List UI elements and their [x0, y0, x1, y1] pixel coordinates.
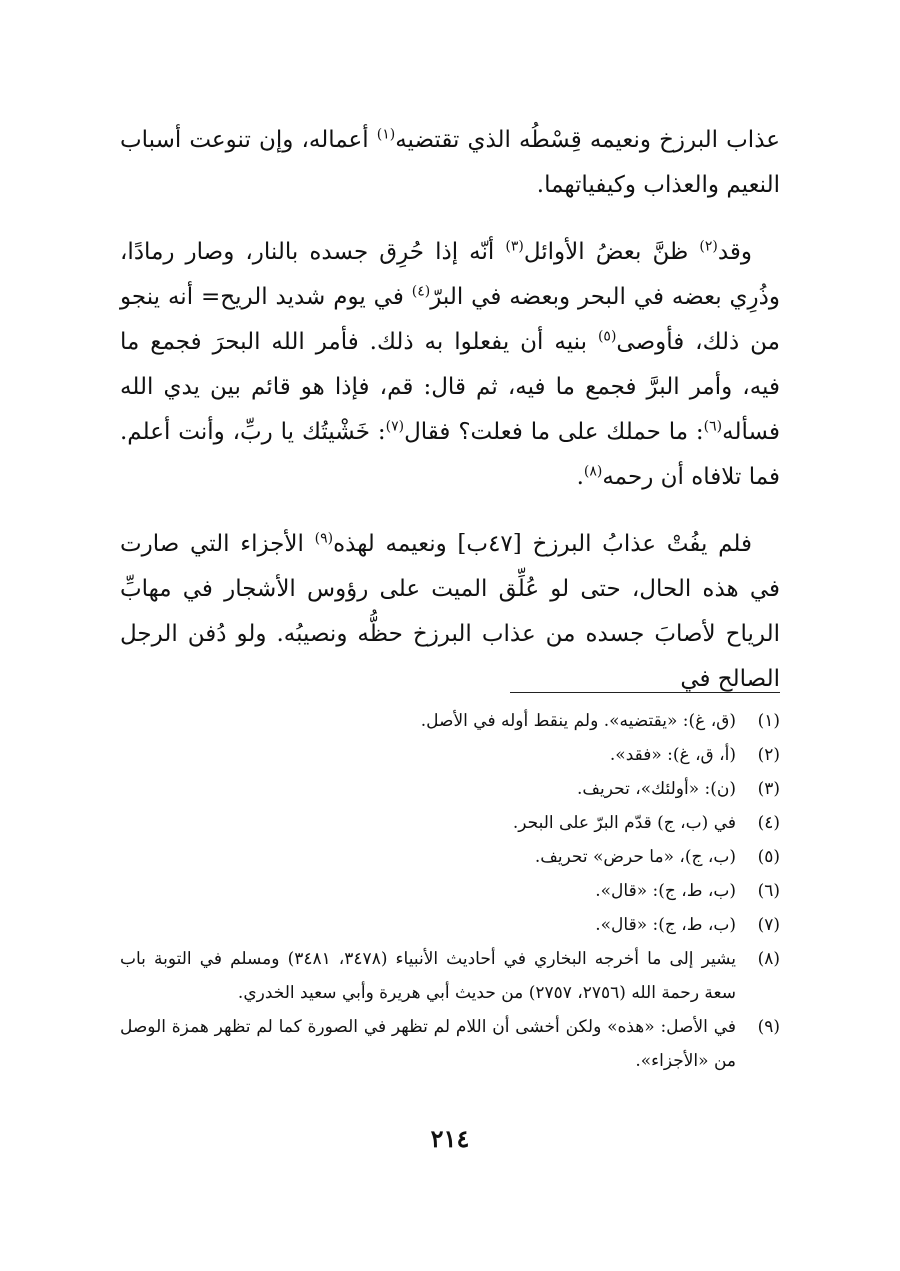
paragraph-1 [120, 118, 780, 208]
paragraph-2 [120, 230, 780, 500]
footnote-reference: (٥) [597, 328, 617, 345]
footnote-8 [120, 942, 780, 1010]
footnote-text: في الأصل: «هذه» ولكن أخشى أن اللام لم تظهر في الصورة كما لم تظهر همزة الوصل من «الأجزاء». [120, 1017, 736, 1071]
footnote-text: يشير إلى ما أخرجه البخاري في أحاديث الأنبياء (٣٤٧٨، ٣٤٨١) ومسلم في التوبة باب سعة رحمة الله (٢٧٥٦، ٢٧٥٧) من حديث أبي هريرة وأبي سعيد الخدري. [120, 949, 736, 1003]
text-segment: : خَشْيتُك يا ربِّ، وأنت أعلم. فما تلافاه أن رحمه [120, 419, 780, 490]
footnote-text: (ب، ج)، «ما حرض» تحريف. [534, 847, 736, 867]
text-segment: في يوم شديد الريح= أنه ينجو من ذلك، فأوصى [120, 284, 780, 355]
footnote-reference: (٨) [583, 463, 603, 480]
footnote-reference: (٦) [703, 418, 723, 435]
footnote-text: (ب، ط، ج): «قال». [595, 915, 736, 935]
footnote-reference: (٧) [385, 418, 405, 435]
footnote-7 [120, 908, 780, 942]
text-segment: بنيه أن يفعلوا به ذلك. فأمر الله البحرَ فجمع ما فيه، وأمر البرَّ فجمع ما فيه، ثم قال: قم، فإذا هو قائم بين يدي الله فسأله [120, 329, 780, 445]
text-segment: : ما حملك على ما فعلت؟ فقال [404, 419, 704, 445]
page-number: ٢١٤ [430, 1124, 470, 1153]
footnote-number: (٦) [757, 881, 780, 901]
footnote-separator [510, 692, 780, 693]
text-segment: الأجزاء التي صارت في هذه الحال، حتى لو عُلِّق الميت على رؤوس الأشجار في مهابِّ الرياح لأصابَ جسده من عذاب البرزخ حظُّه ونصيبُه. ولو دُفن الرجل الصالح في [120, 531, 780, 692]
footnote-number: (٣) [757, 779, 780, 799]
text-segment: . [576, 464, 584, 490]
footnote-number: (٨) [757, 949, 780, 969]
footnote-reference: (٣) [505, 238, 524, 255]
footnote-text: (أ، ق، غ): «فقد». [609, 745, 736, 765]
footnote-reference: (٤) [411, 283, 431, 300]
text-segment: وقد [717, 239, 752, 265]
footnote-text: في (ب، ج) قدّم البرّ على البحر. [512, 813, 736, 833]
footnote-number: (٥) [757, 847, 780, 867]
footnote-text: (ن): «أولئك»، تحريف. [577, 779, 736, 799]
footnote-3 [120, 772, 780, 806]
footnote-text: (ق، غ): «يقتضيه». ولم ينقط أوله في الأصل. [420, 711, 736, 731]
main-text [120, 118, 780, 702]
text-segment: ظنَّ بعضُ الأوائل [523, 239, 700, 265]
footnote-number: (٢) [757, 745, 780, 765]
footnote-6 [120, 874, 780, 908]
footnote-number: (١) [757, 711, 780, 731]
footnote-number: (٧) [757, 915, 780, 935]
footnote-text: (ب، ط، ج): «قال». [595, 881, 736, 901]
footnote-1 [120, 704, 780, 738]
footnote-reference: (٢) [699, 238, 718, 255]
footnote-5 [120, 840, 780, 874]
paragraph-3 [120, 522, 780, 702]
footnote-9 [120, 1010, 780, 1078]
footnotes [120, 704, 780, 1078]
text-segment: أعماله، وإن تنوعت أسباب النعيم والعذاب وكيفياتهما. [120, 127, 780, 198]
text-segment: عذاب البرزخ ونعيمه قِسْطُه الذي تقتضيه [395, 127, 780, 153]
text-segment: فلم يفُتْ عذابُ البرزخ [٤٧ب] ونعيمه لهذه [333, 531, 753, 557]
footnote-reference: (١) [376, 126, 396, 143]
footnote-reference: (٩) [314, 530, 334, 547]
footnote-2 [120, 738, 780, 772]
footnote-4 [120, 806, 780, 840]
footnote-number: (٤) [757, 813, 780, 833]
footnote-number: (٩) [757, 1017, 780, 1037]
text-segment: أنّه إذا حُرِق جسده بالنار، وصار رمادًا، وذُرِي بعضه في البحر وبعضه في البرّ [120, 239, 780, 310]
